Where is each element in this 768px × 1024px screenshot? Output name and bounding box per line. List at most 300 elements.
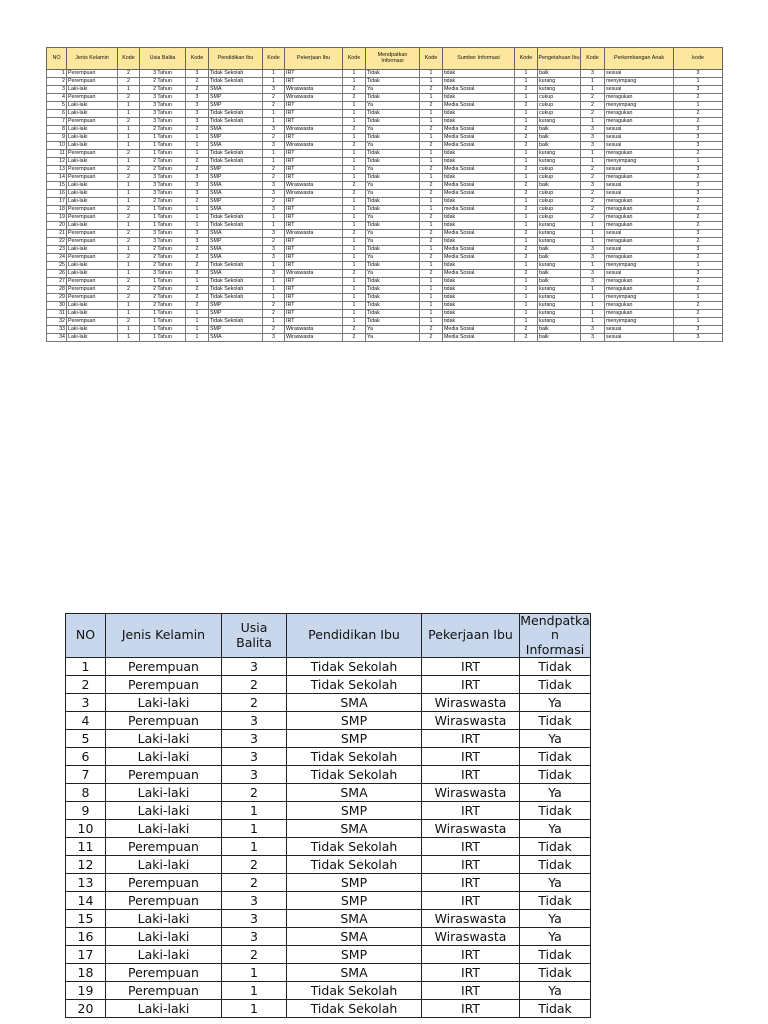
table-cell: Ya	[520, 874, 591, 892]
table-cell: Wiraswasta	[422, 694, 520, 712]
table-cell: media Sosial	[443, 206, 515, 214]
table-cell: 1	[263, 278, 285, 286]
table-cell: Ya	[366, 102, 420, 110]
table-cell: 1	[186, 214, 209, 222]
big-table-header-row	[66, 614, 591, 658]
table-cell: 2	[420, 182, 443, 190]
table-cell: SMA	[287, 820, 422, 838]
table-cell: kurang	[538, 86, 581, 94]
table-cell: baik	[538, 270, 581, 278]
table-cell: 2	[515, 334, 538, 342]
table-cell: 1 Tahun	[140, 310, 186, 318]
table-cell: Tidak	[520, 658, 591, 676]
table-cell: SMA	[209, 230, 263, 238]
table-cell: 2	[186, 86, 209, 94]
table-cell: 1	[118, 182, 140, 190]
table-cell: 3	[263, 334, 285, 342]
table-cell: 1	[581, 310, 605, 318]
table-cell: 1	[118, 334, 140, 342]
table-cell: Perempuan	[67, 230, 118, 238]
table-cell: Wiraswasta	[285, 94, 343, 102]
table-row	[47, 126, 723, 134]
table-cell: 3	[263, 246, 285, 254]
table-cell: 2	[420, 254, 443, 262]
table-cell: Wiraswasta	[422, 712, 520, 730]
table-cell: Tidak	[520, 676, 591, 694]
table-cell: SMA	[287, 694, 422, 712]
table-cell: 2 Tahun	[140, 126, 186, 134]
table-cell: 1	[263, 214, 285, 222]
table-cell: Tidak	[366, 310, 420, 318]
table-cell: Laki-laki	[67, 126, 118, 134]
table-cell: 1	[222, 802, 287, 820]
table-cell: 2	[515, 126, 538, 134]
table-cell: 2	[420, 326, 443, 334]
table-cell: 2	[186, 302, 209, 310]
table-cell: Wiraswasta	[285, 142, 343, 150]
table-cell: Perempuan	[106, 964, 222, 982]
table-cell: 22	[47, 238, 67, 246]
table-cell: IRT	[285, 158, 343, 166]
table-cell: 1	[581, 158, 605, 166]
table-cell: 1 Tahun	[140, 318, 186, 326]
table-cell: 1	[420, 70, 443, 78]
table-cell: 1	[222, 1000, 287, 1018]
table-cell: IRT	[285, 198, 343, 206]
small-header-cell: NO	[47, 48, 67, 70]
table-row	[66, 838, 591, 856]
table-cell: Media Sosial	[443, 190, 515, 198]
table-cell: SMA	[209, 190, 263, 198]
table-cell: Tidak	[366, 294, 420, 302]
table-cell: 3	[222, 766, 287, 784]
table-cell: 2	[186, 126, 209, 134]
table-cell: 1	[118, 262, 140, 270]
big-header-cell: Usia Balita	[222, 614, 287, 658]
table-cell: IRT	[285, 166, 343, 174]
table-cell: Perempuan	[106, 676, 222, 694]
table-cell: Tidak Sekolah	[287, 748, 422, 766]
table-cell: 29	[47, 294, 67, 302]
table-cell: tidak	[443, 302, 515, 310]
table-cell: tidak	[443, 294, 515, 302]
table-cell: sesuai	[605, 166, 674, 174]
table-cell: baik	[538, 278, 581, 286]
table-cell: Tidak Sekolah	[287, 658, 422, 676]
table-cell: Tidak Sekolah	[209, 150, 263, 158]
table-cell: 1	[343, 286, 366, 294]
table-cell: 20	[47, 222, 67, 230]
table-cell: Ya	[520, 820, 591, 838]
table-cell: IRT	[285, 206, 343, 214]
table-cell: kurang	[538, 118, 581, 126]
table-cell: Tidak Sekolah	[287, 856, 422, 874]
table-cell: Perempuan	[67, 294, 118, 302]
table-row	[47, 334, 723, 342]
table-cell: Tidak	[366, 246, 420, 254]
table-cell: 1	[515, 150, 538, 158]
table-cell: tidak	[443, 78, 515, 86]
table-cell: 1	[581, 318, 605, 326]
table-cell: IRT	[422, 838, 520, 856]
table-cell: 1	[420, 262, 443, 270]
table-cell: Media Sosial	[443, 134, 515, 142]
table-cell: baik	[538, 134, 581, 142]
table-cell: Laki-laki	[106, 946, 222, 964]
table-cell: 1	[674, 294, 723, 302]
table-cell: Media Sosial	[443, 270, 515, 278]
table-cell: Tidak Sekolah	[209, 286, 263, 294]
table-cell: SMP	[287, 802, 422, 820]
table-cell: 20	[66, 1000, 106, 1018]
table-cell: 1	[515, 286, 538, 294]
table-cell: Laki-laki	[67, 198, 118, 206]
table-cell: 1	[420, 110, 443, 118]
table-cell: 28	[47, 286, 67, 294]
table-cell: IRT	[285, 310, 343, 318]
table-cell: 1	[343, 198, 366, 206]
table-cell: Ya	[520, 730, 591, 748]
table-cell: 2	[581, 94, 605, 102]
table-cell: kurang	[538, 222, 581, 230]
table-cell: 2	[674, 110, 723, 118]
table-cell: Tidak	[366, 262, 420, 270]
table-cell: Media Sosial	[443, 182, 515, 190]
table-cell: 1	[186, 150, 209, 158]
table-cell: cukup	[538, 174, 581, 182]
small-header-cell: Pengetahuan Ibu	[538, 48, 581, 70]
table-cell: IRT	[285, 318, 343, 326]
table-cell: 2	[515, 270, 538, 278]
table-cell: 2	[674, 150, 723, 158]
table-cell: cukup	[538, 190, 581, 198]
table-cell: 3 Tahun	[140, 270, 186, 278]
table-cell: 3	[263, 270, 285, 278]
table-cell: 3	[674, 86, 723, 94]
small-header-cell: kode	[674, 48, 723, 70]
table-cell: 2	[515, 86, 538, 94]
table-cell: kurang	[538, 150, 581, 158]
table-cell: 17	[47, 198, 67, 206]
table-cell: Perempuan	[67, 78, 118, 86]
table-cell: 2	[515, 102, 538, 110]
table-cell: Wiraswasta	[422, 784, 520, 802]
table-cell: 2	[420, 166, 443, 174]
table-cell: Tidak Sekolah	[209, 78, 263, 86]
table-cell: 1	[581, 150, 605, 158]
table-cell: Ya	[366, 254, 420, 262]
table-cell: tidak	[443, 278, 515, 286]
table-cell: sesuai	[605, 70, 674, 78]
table-cell: Media Sosial	[443, 254, 515, 262]
table-cell: 2	[674, 174, 723, 182]
table-cell: Ya	[366, 166, 420, 174]
table-cell: 2	[118, 94, 140, 102]
table-cell: 15	[66, 910, 106, 928]
table-cell: 2	[118, 206, 140, 214]
table-cell: IRT	[422, 658, 520, 676]
table-cell: 13	[66, 874, 106, 892]
table-cell: Perempuan	[67, 318, 118, 326]
table-cell: 2 Tahun	[140, 86, 186, 94]
table-row	[66, 910, 591, 928]
table-cell: 2	[118, 254, 140, 262]
table-cell: SMA	[287, 928, 422, 946]
table-cell: Tidak	[366, 158, 420, 166]
table-cell: Perempuan	[67, 150, 118, 158]
table-cell: 2	[581, 166, 605, 174]
table-cell: meragukan	[605, 174, 674, 182]
table-cell: Ya	[366, 270, 420, 278]
table-row	[66, 946, 591, 964]
table-cell: 3	[674, 230, 723, 238]
small-table	[46, 47, 723, 342]
table-cell: Ya	[366, 142, 420, 150]
table-cell: Laki-laki	[67, 158, 118, 166]
table-cell: 1	[581, 78, 605, 86]
table-cell: 1	[515, 222, 538, 230]
table-cell: meragukan	[605, 94, 674, 102]
table-cell: Tidak Sekolah	[209, 318, 263, 326]
table-cell: Wiraswasta	[285, 190, 343, 198]
big-header-cell: NO	[66, 614, 106, 658]
table-cell: Ya	[366, 334, 420, 342]
table-cell: 2	[343, 94, 366, 102]
table-cell: SMA	[287, 964, 422, 982]
table-row	[47, 174, 723, 182]
table-cell: 1	[343, 134, 366, 142]
table-row	[66, 856, 591, 874]
table-cell: 3	[674, 134, 723, 142]
table-cell: 5	[47, 102, 67, 110]
table-cell: Media Sosial	[443, 326, 515, 334]
table-cell: baik	[538, 126, 581, 134]
table-cell: Wiraswasta	[285, 126, 343, 134]
table-cell: kurang	[538, 302, 581, 310]
table-cell: tidak	[443, 118, 515, 126]
table-row	[47, 286, 723, 294]
table-cell: 1	[420, 206, 443, 214]
small-header-cell: Mendpatkan Informasi	[366, 48, 420, 70]
table-cell: 3	[222, 730, 287, 748]
table-cell: 1	[343, 206, 366, 214]
table-cell: Laki-laki	[67, 142, 118, 150]
table-cell: 1	[118, 86, 140, 94]
table-cell: meragukan	[605, 198, 674, 206]
table-cell: Laki-laki	[67, 222, 118, 230]
table-cell: 1	[420, 310, 443, 318]
table-cell: 3	[581, 254, 605, 262]
table-cell: Wiraswasta	[285, 86, 343, 94]
table-cell: Tidak	[520, 1000, 591, 1018]
table-cell: 2	[118, 174, 140, 182]
table-cell: 2	[118, 318, 140, 326]
table-cell: Perempuan	[67, 286, 118, 294]
table-cell: 2	[263, 310, 285, 318]
table-cell: 1	[222, 838, 287, 856]
table-cell: 2	[515, 182, 538, 190]
table-row	[66, 748, 591, 766]
table-cell: Ya	[366, 190, 420, 198]
table-cell: 1	[581, 118, 605, 126]
table-cell: 25	[47, 262, 67, 270]
table-cell: 2	[674, 278, 723, 286]
table-cell: tidak	[443, 214, 515, 222]
table-row	[66, 694, 591, 712]
table-cell: tidak	[443, 70, 515, 78]
table-row	[66, 712, 591, 730]
table-cell: Laki-laki	[106, 820, 222, 838]
table-cell: Tidak	[520, 856, 591, 874]
table-cell: 2	[186, 198, 209, 206]
table-cell: Wiraswasta	[285, 270, 343, 278]
table-cell: 3	[674, 334, 723, 342]
table-cell: 1 Tahun	[140, 206, 186, 214]
table-cell: IRT	[285, 70, 343, 78]
table-cell: Laki-laki	[106, 1000, 222, 1018]
table-cell: 6	[66, 748, 106, 766]
table-cell: IRT	[285, 246, 343, 254]
table-cell: 1	[343, 110, 366, 118]
table-cell: Tidak	[366, 222, 420, 230]
small-header-cell: Kode	[420, 48, 443, 70]
big-header-cell: Pendidikan Ibu	[287, 614, 422, 658]
table-cell: 1	[186, 278, 209, 286]
table-cell: 1	[420, 222, 443, 230]
small-header-cell: Kode	[343, 48, 366, 70]
table-row	[47, 94, 723, 102]
table-cell: IRT	[422, 964, 520, 982]
small-table-header-row	[47, 48, 723, 70]
table-cell: Laki-laki	[67, 182, 118, 190]
table-cell: SMP	[209, 302, 263, 310]
table-cell: 3	[66, 694, 106, 712]
table-cell: 2	[674, 206, 723, 214]
table-cell: 1	[515, 118, 538, 126]
table-cell: 1	[118, 158, 140, 166]
table-row	[47, 198, 723, 206]
table-cell: 2	[343, 230, 366, 238]
table-cell: 1	[343, 150, 366, 158]
data-table-zoomed	[65, 613, 591, 1024]
table-cell: Tidak Sekolah	[209, 294, 263, 302]
table-row	[47, 190, 723, 198]
table-cell: tidak	[443, 174, 515, 182]
table-cell: Tidak	[366, 174, 420, 182]
table-cell: Tidak	[520, 892, 591, 910]
table-cell: 3 Tahun	[140, 94, 186, 102]
table-cell: 2	[343, 142, 366, 150]
small-header-cell: Kode	[515, 48, 538, 70]
table-cell: 1	[420, 118, 443, 126]
table-cell: Wiraswasta	[285, 182, 343, 190]
small-header-cell: Kode	[263, 48, 285, 70]
table-cell: Tidak	[520, 748, 591, 766]
table-cell: 2	[674, 222, 723, 230]
table-cell: tidak	[443, 110, 515, 118]
table-cell: 1	[343, 70, 366, 78]
table-cell: 1	[674, 78, 723, 86]
table-cell: 2	[343, 86, 366, 94]
table-cell: 2	[118, 294, 140, 302]
table-cell: IRT	[285, 262, 343, 270]
table-cell: IRT	[285, 134, 343, 142]
table-row	[47, 158, 723, 166]
table-cell: 2	[674, 118, 723, 126]
table-row	[66, 802, 591, 820]
table-cell: 3	[186, 70, 209, 78]
table-cell: 1	[343, 222, 366, 230]
table-cell: 7	[66, 766, 106, 784]
table-row	[47, 142, 723, 150]
table-cell: 1	[263, 150, 285, 158]
table-cell: Tidak	[366, 134, 420, 142]
table-cell: 1	[515, 110, 538, 118]
table-cell: 3	[263, 206, 285, 214]
table-cell: SMP	[287, 946, 422, 964]
table-cell: IRT	[422, 892, 520, 910]
table-cell: 3 Tahun	[140, 182, 186, 190]
table-cell: 1	[263, 294, 285, 302]
table-cell: 2	[66, 676, 106, 694]
data-table-full	[46, 47, 722, 342]
table-cell: Media Sosial	[443, 142, 515, 150]
table-cell: 1 Tahun	[140, 142, 186, 150]
table-cell: Perempuan	[67, 174, 118, 182]
table-cell: 1	[66, 658, 106, 676]
table-cell: menyimpang	[605, 78, 674, 86]
table-cell: 1 Tahun	[140, 214, 186, 222]
table-cell: SMP	[209, 134, 263, 142]
table-cell: 2	[515, 246, 538, 254]
table-cell: 3	[674, 70, 723, 78]
table-cell: 1	[263, 110, 285, 118]
table-cell: 1	[118, 102, 140, 110]
table-cell: IRT	[285, 150, 343, 158]
table-cell: 19	[66, 982, 106, 1000]
table-cell: 1	[674, 318, 723, 326]
table-cell: 2	[515, 190, 538, 198]
table-cell: SMA	[209, 126, 263, 134]
table-cell: 8	[66, 784, 106, 802]
table-cell: 3	[581, 246, 605, 254]
table-cell: 3	[581, 270, 605, 278]
table-cell: 1	[515, 198, 538, 206]
table-cell: baik	[538, 334, 581, 342]
table-cell: 1	[515, 174, 538, 182]
table-cell: Tidak	[366, 278, 420, 286]
table-cell: kurang	[538, 286, 581, 294]
table-cell: 3 Tahun	[140, 70, 186, 78]
table-cell: Wiraswasta	[285, 230, 343, 238]
table-cell: sesuai	[605, 182, 674, 190]
table-cell: 2	[343, 334, 366, 342]
table-cell: Tidak	[366, 150, 420, 158]
table-cell: 3	[674, 182, 723, 190]
table-cell: 1	[581, 222, 605, 230]
table-cell: 1	[343, 278, 366, 286]
table-cell: 1	[581, 238, 605, 246]
table-cell: 1	[420, 150, 443, 158]
table-cell: 1	[118, 110, 140, 118]
table-cell: Laki-laki	[106, 694, 222, 712]
table-cell: 33	[47, 326, 67, 334]
table-cell: 3	[263, 142, 285, 150]
table-cell: meragukan	[605, 238, 674, 246]
table-cell: Ya	[366, 326, 420, 334]
table-cell: Tidak Sekolah	[287, 766, 422, 784]
table-cell: 2	[343, 190, 366, 198]
